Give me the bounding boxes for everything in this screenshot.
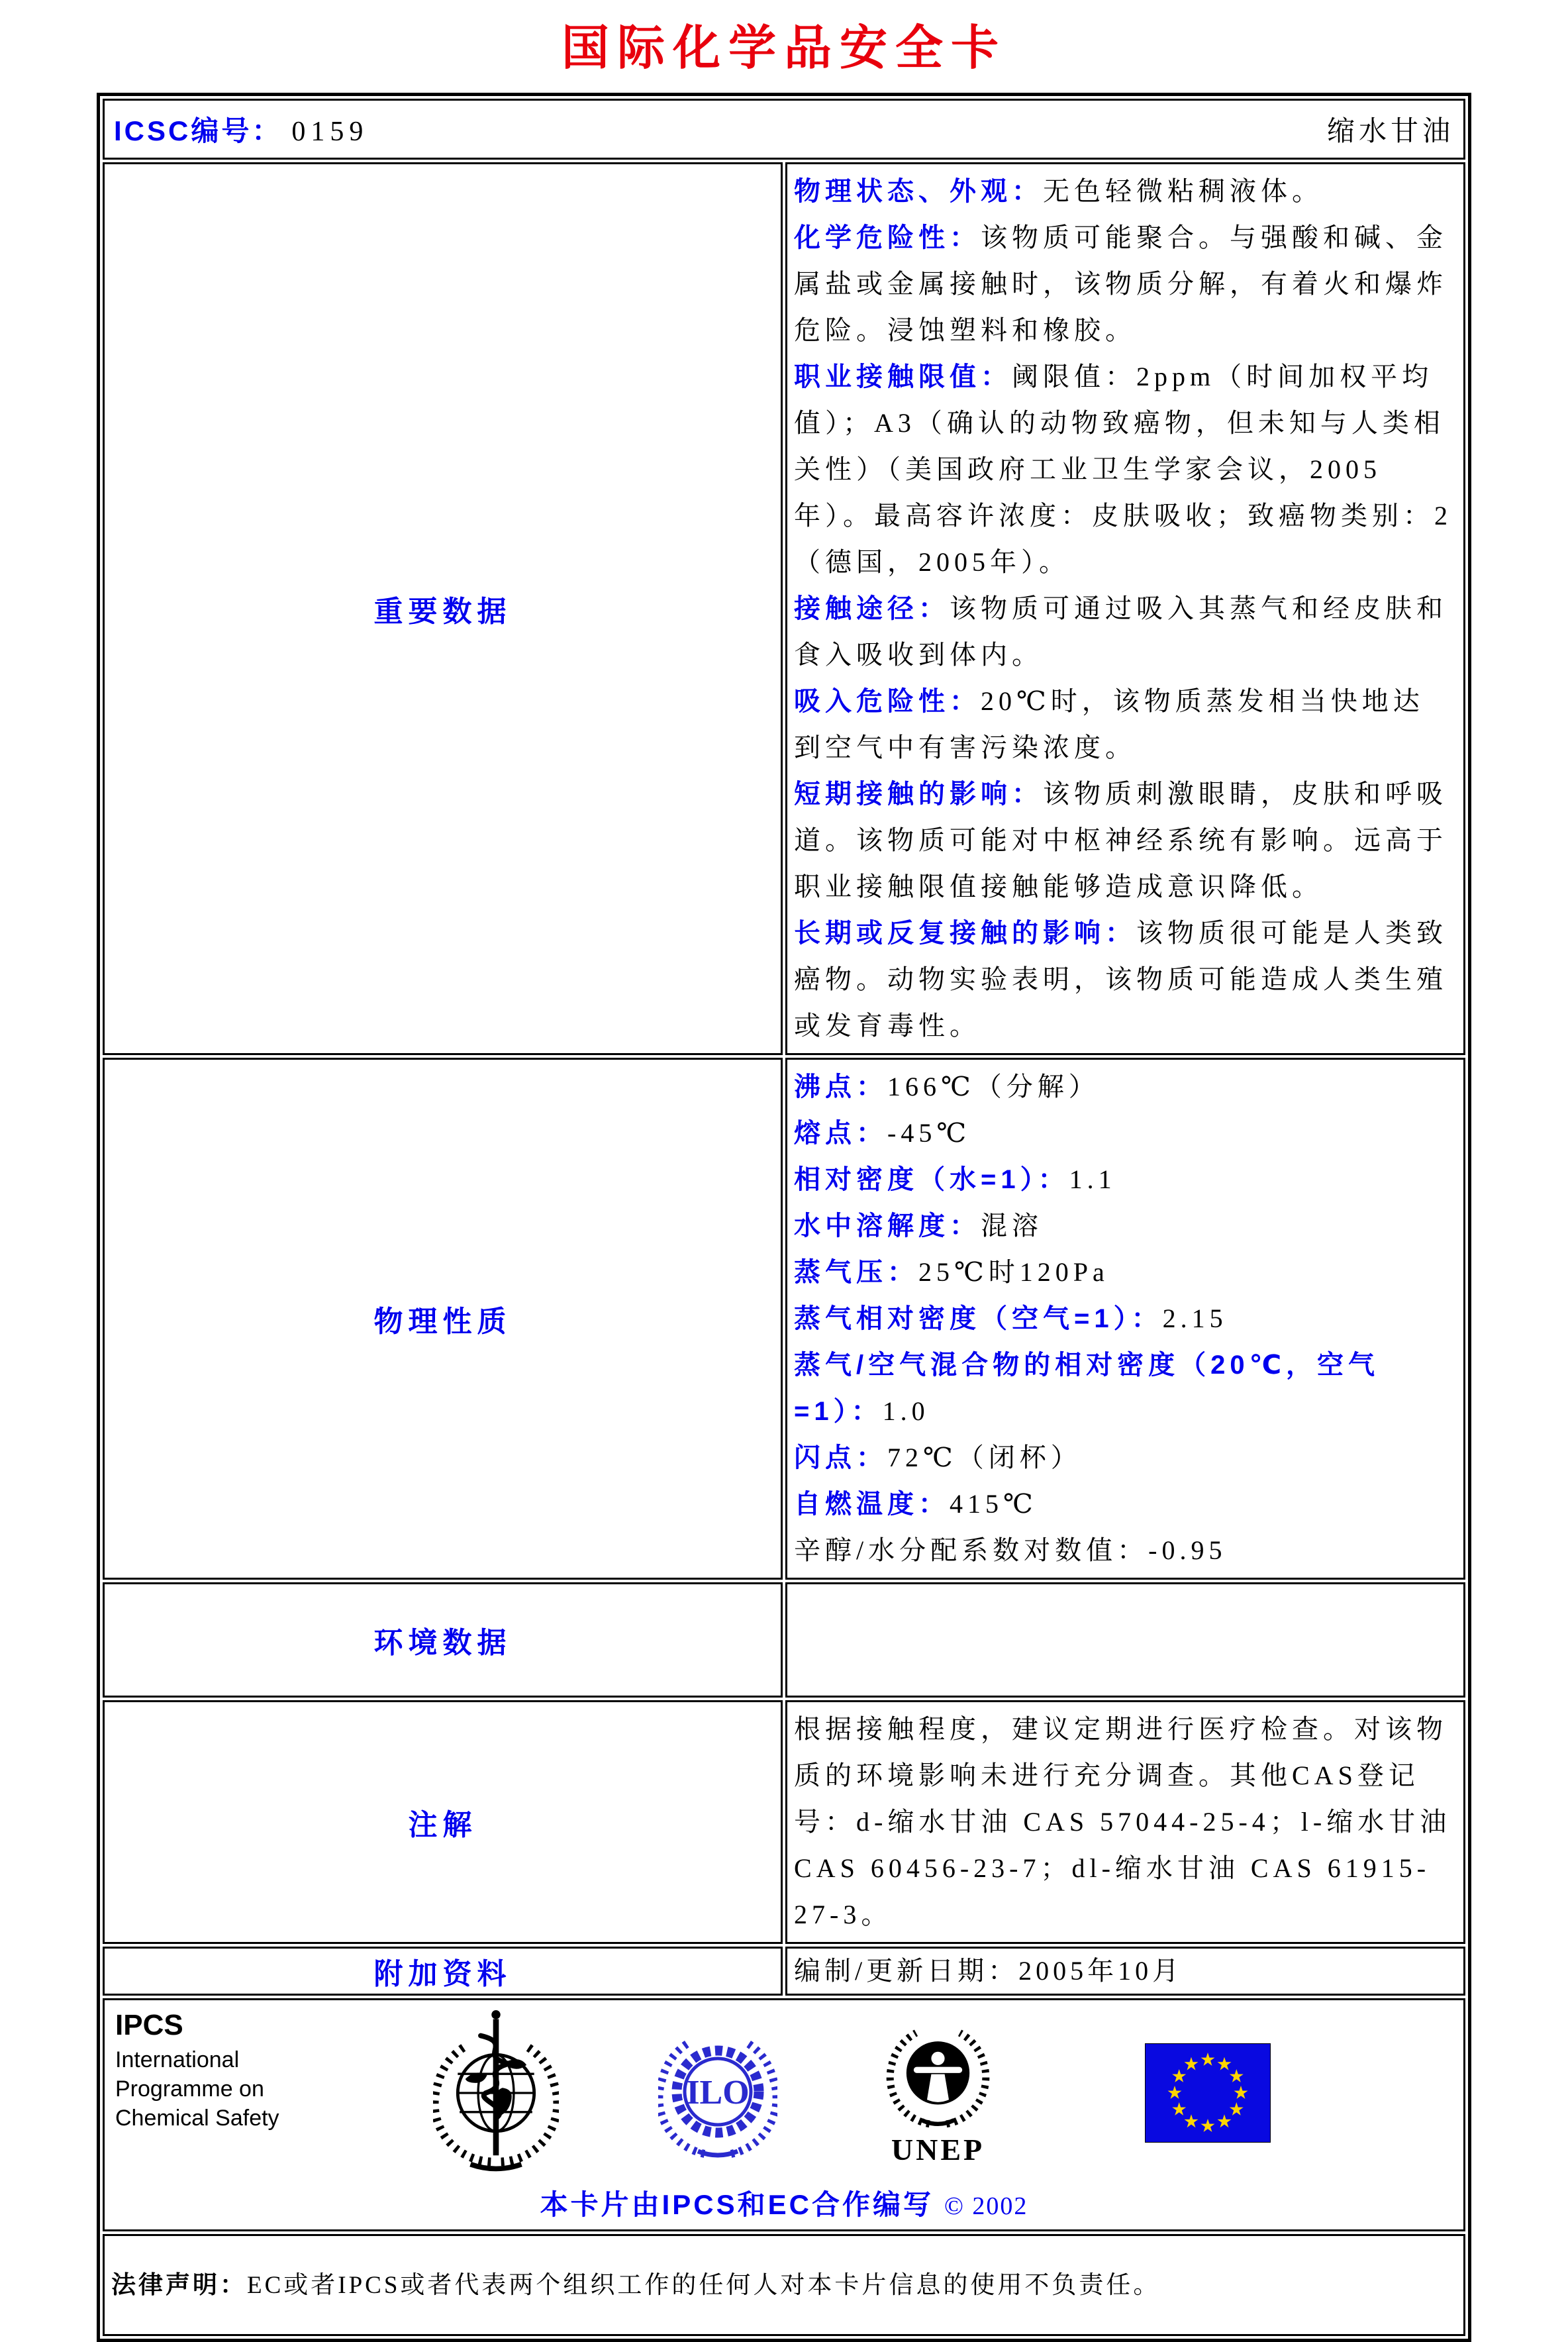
additional-info-content: 编制/更新日期：2005年10月 xyxy=(785,1947,1465,1996)
field-text: 阈限值：2ppm（时间加权平均值）；A3（确认的动物致癌物，但未知与人类相关性）（美国政府工业卫生学家会议，2005年）。最高容许浓度：皮肤吸收；致癌物类别：2（德国，2005年）。 xyxy=(794,362,1452,577)
property-value: 1.1 xyxy=(1069,1164,1116,1194)
property-value: 2.15 xyxy=(1162,1303,1228,1333)
header-row xyxy=(103,99,1465,160)
icsc-number-group xyxy=(114,109,368,149)
property-label: 蒸气/空气混合物的相对密度（20℃，空气=1）： xyxy=(794,1350,1380,1426)
property-label: 水中溶解度： xyxy=(794,1211,981,1241)
property-label: 沸点： xyxy=(794,1072,887,1101)
property-item xyxy=(794,1435,1454,1481)
property-label: 闪点： xyxy=(794,1443,887,1472)
ipcs-title: IPCS xyxy=(115,2009,183,2041)
important-data-row xyxy=(103,162,1465,1055)
property-item xyxy=(794,1064,1454,1110)
property-value: 1.0 xyxy=(882,1396,930,1426)
important-item xyxy=(794,586,1454,678)
field-text: 20℃时，该物质蒸发相当快地达到空气中有害污染浓度。 xyxy=(794,686,1424,762)
property-item xyxy=(794,1527,1454,1574)
important-data-label: 重要数据 xyxy=(103,162,783,1055)
property-label: 蒸气压： xyxy=(794,1258,918,1287)
credit-line xyxy=(111,2183,1457,2223)
icsc-card-table xyxy=(97,93,1471,2342)
property-item xyxy=(794,1296,1454,1342)
property-label: 自燃温度： xyxy=(794,1490,950,1519)
physical-properties-row xyxy=(103,1058,1465,1580)
field-text: 无色轻微粘稠液体。 xyxy=(1043,176,1323,206)
physical-properties-content xyxy=(785,1058,1465,1580)
field-label: 物理状态、外观： xyxy=(794,177,1043,206)
field-label: 接触途径： xyxy=(794,594,950,623)
unep-logo-icon xyxy=(883,2021,993,2130)
field-label: 短期接触的影响： xyxy=(794,780,1043,809)
property-value: 166℃（分解） xyxy=(887,1072,1100,1101)
important-item xyxy=(794,168,1454,215)
ipcs-logo-text xyxy=(115,2010,354,2133)
property-label: 熔点： xyxy=(794,1119,887,1148)
ipcs-subtitle-line: Programme on xyxy=(115,2076,264,2102)
property-value: -0.95 xyxy=(1148,1535,1227,1565)
important-item xyxy=(794,678,1454,771)
property-item xyxy=(794,1110,1454,1156)
notes-label: 注解 xyxy=(103,1700,783,1944)
legal-row xyxy=(103,2234,1465,2336)
field-label: 职业接触限值： xyxy=(794,362,1012,391)
logos-area xyxy=(111,2010,1457,2176)
property-label: 蒸气相对密度（空气=1）： xyxy=(794,1304,1163,1333)
legal-label: 法律声明： xyxy=(111,2270,247,2298)
ilo-logo-icon xyxy=(658,2027,777,2159)
field-label: 吸入危险性： xyxy=(794,687,981,716)
icsc-number-label: ICSC编号： xyxy=(114,115,283,146)
logos-row xyxy=(103,1998,1465,2231)
field-label: 化学危险性： xyxy=(794,223,981,252)
property-value: 混溶 xyxy=(981,1211,1043,1241)
field-text: 该物质可能聚合。与强酸和碱、金属盐或金属接触时，该物质分解，有着火和爆炸危险。浸蚀塑料和橡胶。 xyxy=(794,223,1447,345)
additional-info-label: 附加资料 xyxy=(103,1947,783,1996)
field-text: 该物质可通过吸入其蒸气和经皮肤和食入吸收到体内。 xyxy=(794,593,1447,670)
ipcs-subtitle-line: Chemical Safety xyxy=(115,2106,279,2131)
property-label: 相对密度（水=1）： xyxy=(794,1165,1069,1194)
who-logo-icon xyxy=(433,2010,559,2176)
eu-flag-icon xyxy=(1145,2043,1271,2143)
field-text: 该物质很可能是人类致癌物。动物实验表明，该物质可能造成人类生殖或发育毒性。 xyxy=(794,918,1447,1041)
notes-content xyxy=(785,1700,1465,1944)
ilo-letters: ILO xyxy=(686,2074,750,2112)
notes-row xyxy=(103,1700,1465,1944)
property-item xyxy=(794,1203,1454,1249)
credit-text: 本卡片由IPCS和EC合作编写 xyxy=(540,2189,934,2220)
ipcs-subtitle-line: International xyxy=(115,2047,240,2073)
page-title: 国际化学品安全卡 xyxy=(561,22,1006,75)
copyright-text: © 2002 xyxy=(944,2192,1028,2220)
additional-info-row xyxy=(103,1947,1465,1996)
important-item xyxy=(794,354,1454,586)
property-item xyxy=(794,1156,1454,1203)
environmental-data-content xyxy=(785,1582,1465,1698)
legal-text: EC或者IPCS或者代表两个组织工作的任何人对本卡片信息的使用不负责任。 xyxy=(247,2271,1161,2299)
property-value: 415℃ xyxy=(950,1489,1038,1519)
chemical-name: 缩水甘油 xyxy=(1326,117,1454,147)
property-value: 25℃时120Pa xyxy=(918,1257,1109,1287)
important-item xyxy=(794,771,1454,910)
property-value: 72℃（闭杯） xyxy=(887,1443,1082,1472)
unep-logo-block xyxy=(883,2021,993,2165)
property-item xyxy=(794,1249,1454,1296)
notes-text: 根据接触程度，建议定期进行医疗检查。对该物质的环境影响未进行充分调查。其他CAS登记号：d-缩水甘油 CAS 57044-25-4；l-缩水甘油 CAS 60456-23-7；dl-缩水甘油 CAS 61915-27-3。 xyxy=(794,1714,1451,1929)
field-label: 长期或反复接触的影响： xyxy=(794,919,1136,948)
unep-label: UNEP xyxy=(891,2133,985,2166)
icsc-number-value: 0159 xyxy=(291,117,369,147)
important-data-content xyxy=(785,162,1465,1055)
environmental-data-row xyxy=(103,1582,1465,1698)
field-text: 该物质刺激眼睛，皮肤和呼吸道。该物质可能对中枢神经系统有影响。远高于职业接触限值接触能够造成意识降低。 xyxy=(794,779,1447,901)
property-label: 辛醇/水分配系数对数值： xyxy=(794,1535,1149,1565)
important-item xyxy=(794,910,1454,1049)
property-item xyxy=(794,1342,1454,1435)
property-item xyxy=(794,1481,1454,1527)
physical-properties-label: 物理性质 xyxy=(103,1058,783,1580)
environmental-data-label: 环境数据 xyxy=(103,1582,783,1698)
property-value: -45℃ xyxy=(887,1118,971,1148)
important-item xyxy=(794,215,1454,354)
